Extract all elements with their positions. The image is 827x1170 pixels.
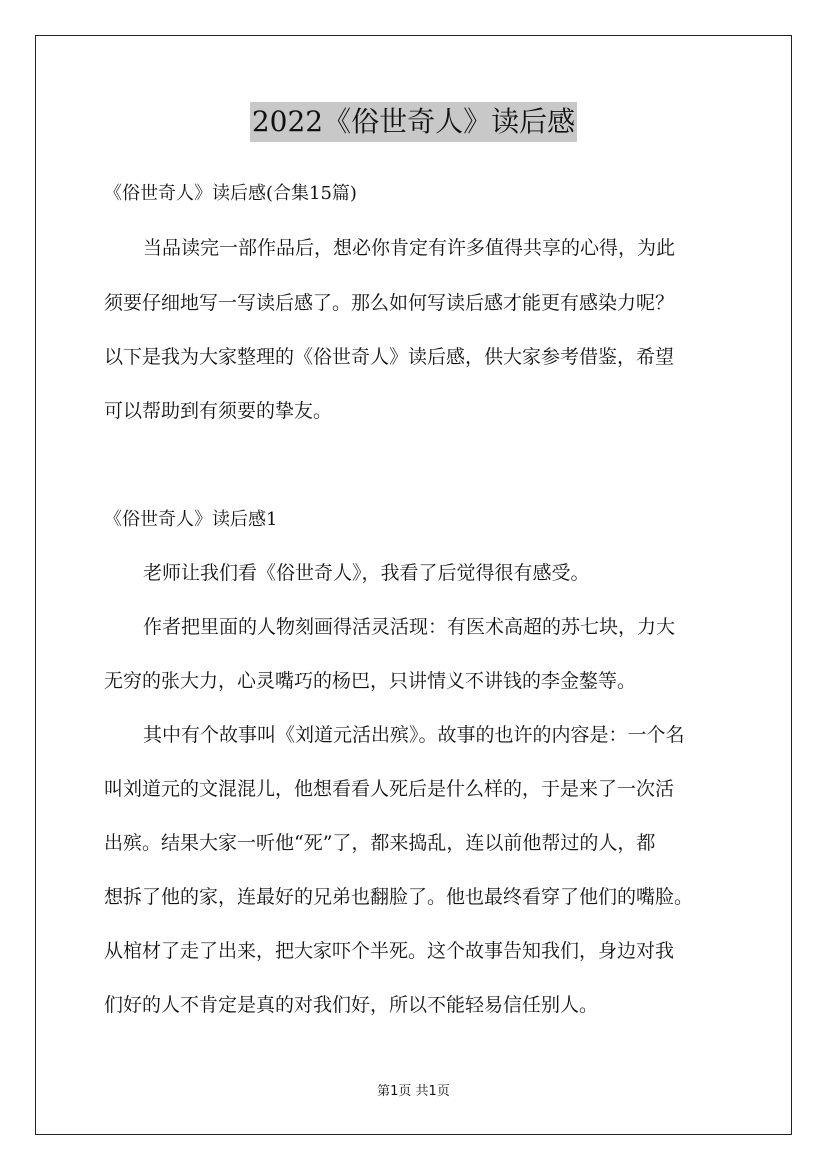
document-title: 2022《俗世奇人》读后感 <box>250 102 577 142</box>
document-subtitle: 《俗世奇人》读后感(合集15篇) <box>104 183 357 204</box>
intro-line: 可以帮助到有须要的挚友。 <box>104 400 333 422</box>
body-line: 从棺材了走了出来，把大家吓个半死。这个故事告知我们，身边对我 <box>104 940 675 962</box>
body-line: 叫刘道元的文混混儿，他想看看人死后是什么样的，于是来了一次活 <box>104 778 675 800</box>
body-line: 想拆了他的家，连最好的兄弟也翻脸了。他也最终看穿了他们的嘴脸。 <box>104 886 694 908</box>
intro-line: 以下是我为大家整理的《俗世奇人》读后感，供大家参考借鉴，希望 <box>104 346 675 368</box>
intro-line: 须要仔细地写一写读后感了。那么如何写读后感才能更有感染力呢？ <box>104 292 675 314</box>
body-line: 作者把里面的人物刻画得活灵活现：有医术高超的苏七块，力大 <box>143 616 676 638</box>
page-footer: 第1页 共1页 <box>377 1084 450 1099</box>
body-line: 出殡。结果大家一听他“死”了，都来捣乱，连以前他帮过的人，都 <box>104 832 656 854</box>
title-wrapper <box>0 102 827 142</box>
body-line: 老师让我们看《俗世奇人》，我看了后觉得很有感受。 <box>143 562 590 584</box>
section-heading: 《俗世奇人》读后感1 <box>104 509 278 530</box>
intro-line: 当品读完一部作品后，想必你肯定有许多值得共享的心得，为此 <box>143 237 676 259</box>
body-line: 无穷的张大力，心灵嘴巧的杨巴，只讲情义不讲钱的李金鏊等。 <box>104 670 637 692</box>
body-line: 们好的人不肯定是真的对我们好，所以不能轻易信任别人。 <box>104 994 599 1016</box>
body-line: 其中有个故事叫《刘道元活出殡》。故事的也许的内容是：一个名 <box>143 724 685 746</box>
